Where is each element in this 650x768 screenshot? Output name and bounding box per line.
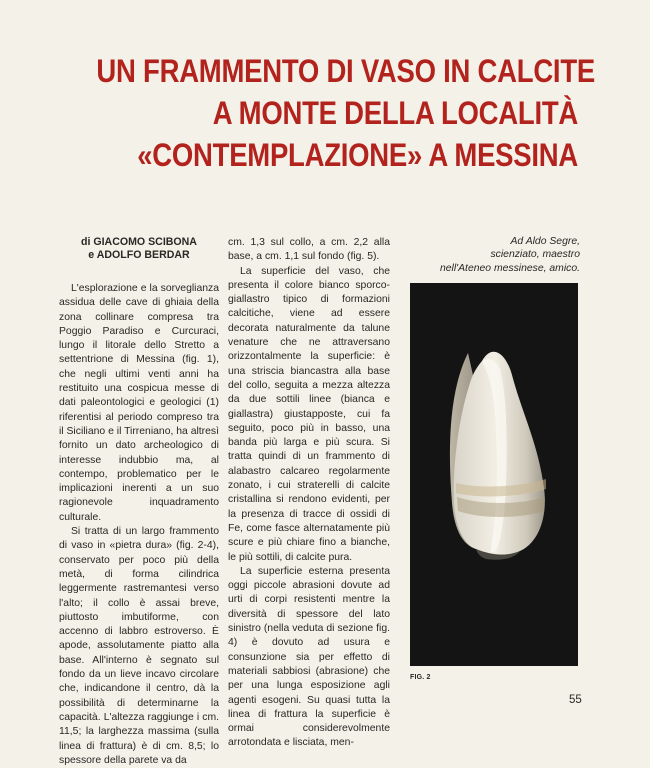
figure-label: FIG. 2	[410, 674, 431, 681]
article-title	[96, 50, 595, 176]
dedication-column	[410, 236, 580, 275]
title-line-3: «CONTEMPLAZIONE» A MESSINA	[137, 137, 578, 173]
page-number: 55	[569, 694, 582, 706]
paragraph: La superficie del vaso, che presenta il colore bianco sporco-giallastro tipico di formazioni calcitiche, viene ad essere decorata naturalmente da talune venature che ne attraversano orizzontalmente la superficie: è una striscia biancastra alla base del collo, seguita a mezza altezza da due sottili linee (bianca e giallastra) giustapposte, cui fa seguito, poco più in basso, una banda più larga e più scura. Si tratta quindi di un frammento di alabastro calcareo regolarmente zonato, i cui straterelli di calcite cristallina si rendono evidenti, per la presenza di tracce di ossidi di Fe, come fasce alternatamente più scure e più chiare fino a bianche, le più sottili, di calcite pura.	[228, 265, 390, 563]
title-line-2: A MONTE DELLA LOCALITÀ	[212, 95, 578, 131]
paragraph: La superficie esterna presenta oggi piccole abrasioni dovute ad urti di corpi resistenti mentre la diversità di spessore del lato sinistro (nella veduta di sezione fig. 4) è dovuto ad usura e consunzione sia per effetto di materiali sabbiosi (abrasione) che per una lunga esposizione agli agenti esogeni. Su quasi tutta la linea di frattura la superficie è ormai considerevolmente arrotondata e lisciata, men-	[228, 565, 390, 749]
text-column-2	[228, 236, 390, 751]
dedication-line-3: nell'Ateneo messinese, amico.	[439, 262, 580, 274]
dedication-line-1: Ad Aldo Segre,	[510, 236, 580, 247]
dedication	[410, 235, 580, 275]
author-line-2: e ADOLFO BERDAR	[88, 249, 190, 261]
title-line-1: UN FRAMMENTO DI VASO IN CALCITE	[96, 53, 595, 89]
author-byline	[59, 236, 219, 262]
vase-fragment-photo	[410, 283, 578, 666]
paragraph: Si tratta di un largo frammento di vaso in «pietra dura» (fig. 2-4), conservato per poco più della metà, di forma cilindrica leggermente rastremantesi verso l'alto; il collo è assai breve, piuttosto imbutiforme, con accenno di labbro estroverso. È apode, assolutamente piatto alla base. All'interno è segnato sul fondo da un lieve incavo circolare che, indicandone il centro, dà la possibilità di determinarne la capacità. L'altezza raggiunge i cm. 11,5; la larghezza massima (sulla linea di frattura) è di cm. 8,5; lo spessore della parete va da	[59, 526, 219, 766]
vase-fragment-image	[410, 283, 578, 666]
dedication-line-2: scienziato, maestro	[490, 249, 580, 261]
paragraph: cm. 1,3 sul collo, a cm. 2,2 alla base, a cm. 1,1 sul fondo (fig. 5).	[228, 237, 390, 263]
paragraph: L'esplorazione e la sorveglianza assidua delle cave di ghiaia della zona collinare compresa tra Poggio Paradiso e Curcuraci, lungo il litorale dello Stretto a settentrione di Messina (fig. 1), che negli ultimi venti anni ha restituito una cospicua messe di dati paleontologici e geologici (1) riferentisi al periodo compreso tra il Siciliano e il Tirreniano, ha altresì fornito un dato archeologico di interesse indubbio ma, al contempo, problematico per le implicazioni inerenti a un suo ragionevole inquadramento culturale.	[59, 283, 219, 523]
text-column-1	[59, 236, 219, 768]
author-line-1: di GIACOMO SCIBONA	[81, 236, 197, 248]
